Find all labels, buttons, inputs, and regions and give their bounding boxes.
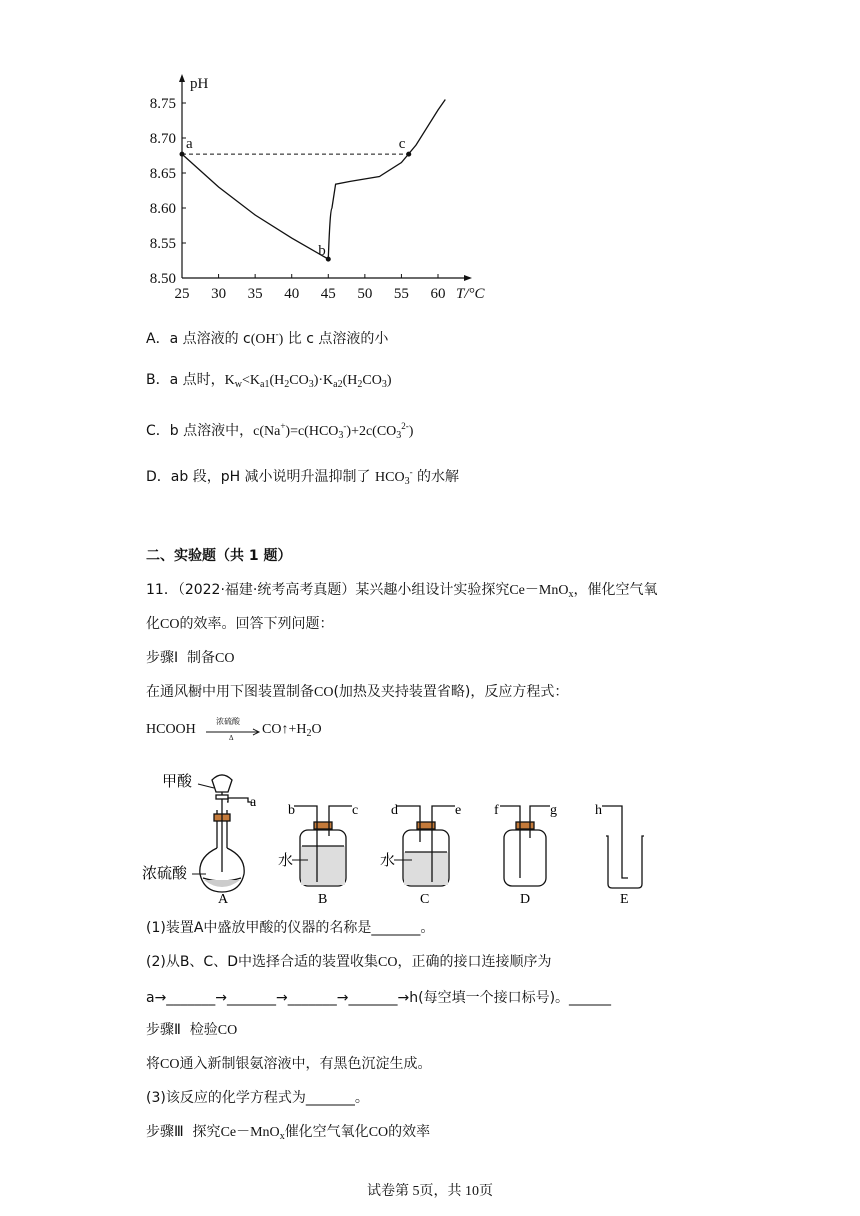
x-axis-arrow [464, 275, 472, 281]
y-tick-label: 8.70 [149, 131, 176, 147]
point-b [326, 257, 331, 262]
y-axis-arrow [179, 74, 185, 82]
y-tick-label: 8.65 [149, 166, 176, 182]
y-axis-label: pH [190, 76, 209, 92]
x-tick-label: 50 [357, 286, 373, 302]
x-tick-label: 30 [211, 286, 227, 302]
port-h: h [595, 803, 602, 818]
x-tick-label: 45 [320, 286, 336, 302]
point-label-b: b [318, 243, 326, 260]
apparatus-svg [140, 762, 660, 908]
port-e: e [455, 803, 462, 818]
label-d: D [520, 892, 531, 907]
label-e: E [620, 892, 629, 907]
apparatus-c [397, 806, 455, 886]
point-label-c: c [398, 136, 406, 153]
option-c: C．b 点溶液中，$c(Na^+)=c(HCO_3^-)+2c(CO_3^{2-})$ [146, 421, 414, 441]
point-a [180, 152, 185, 157]
question-3: (3)该反应的化学方程式为_______。 [146, 1090, 369, 1106]
y-tick-label: 8.50 [149, 271, 176, 287]
port-g: g [550, 803, 557, 818]
port-f: f [494, 803, 499, 818]
label-water-b: 水 [278, 853, 294, 869]
reaction-equation [146, 716, 446, 746]
x-tick-label: 40 [284, 286, 300, 302]
step-1-title: 步骤Ⅰ 制备CO [146, 650, 235, 666]
label-water-c: 水 [380, 853, 396, 869]
point-label-a: a [186, 136, 193, 153]
ph-curve [182, 100, 445, 260]
label-conc-sulfuric-acid: 浓硫酸 [142, 866, 188, 882]
ph-temperature-chart [130, 70, 510, 310]
equation-condition-bottom: Δ [229, 734, 234, 742]
x-tick-label: 35 [247, 286, 263, 302]
x-tick-label: 60 [430, 286, 446, 302]
apparatus-e [602, 806, 644, 888]
label-formic-acid: 甲酸 [162, 774, 193, 790]
step-3-title: 步骤Ⅲ 探究Ce－MnO$_x$催化空气氧化CO的效率 [146, 1124, 431, 1142]
port-b: b [288, 803, 295, 818]
step-1-desc: 在通风橱中用下图装置制备CO(加热及夹持装置省略)，反应方程式： [146, 684, 569, 700]
y-tick-label: 8.55 [149, 236, 176, 252]
apparatus-diagram [140, 762, 660, 908]
chart-svg [130, 70, 510, 310]
page-footer: 试卷第 5页，共 10页 [367, 1184, 493, 1199]
equation-reactant: HCOOH [146, 722, 196, 737]
option-a: A．a 点溶液的 c(OH-) 比 c 点溶液的小 [146, 329, 389, 347]
apparatus-b [294, 806, 352, 886]
section-title: 二、实验题（共 1 题） [146, 548, 292, 564]
label-a: A [218, 892, 229, 907]
port-d: d [391, 803, 398, 818]
question-1: (1)装置A中盛放甲酸的仪器的名称是_______。 [146, 920, 435, 936]
apparatus-d [500, 806, 550, 886]
step-2-title: 步骤Ⅱ 检验CO [146, 1022, 238, 1038]
y-tick-label: 8.60 [149, 201, 176, 217]
x-axis-label: T/°C [456, 286, 485, 302]
y-tick-label: 8.75 [149, 96, 176, 112]
step-2-desc: 将CO通入新制银氨溶液中，有黑色沉淀生成。 [146, 1056, 432, 1072]
option-d: D．ab 段，pH 减小说明升温抑制了 $HCO_3^-$ 的水解 [146, 467, 460, 487]
question-11-line1: 11．（2022·福建·统考高考真题）某兴趣小组设计实验探究Ce－MnO$_x$，催化空气氧 [146, 582, 658, 600]
port-c: c [352, 803, 359, 818]
apparatus-a [200, 775, 252, 892]
equation-condition-top: 浓硫酸 [216, 717, 240, 726]
point-c [406, 152, 411, 157]
question-2-answer-line: a→_______→_______→_______→_______→h(每空填一个接口标号)。______ [146, 990, 612, 1006]
question-2: (2)从B、C、D中选择合适的装置收集CO，正确的接口连接顺序为 [146, 954, 552, 970]
equation-arrow [206, 728, 262, 736]
question-11-line2: 化CO的效率。回答下列问题： [146, 616, 334, 632]
x-tick-label: 55 [393, 286, 409, 302]
x-tick-label: 25 [174, 286, 190, 302]
label-c: C [420, 892, 430, 907]
label-b: B [318, 892, 328, 907]
option-b: B．a 点时，$K_w<K_{a1}(H_2CO_3)\cdot K_{a2}(H_2CO_3)$ [146, 372, 392, 390]
port-a: a [250, 795, 257, 810]
equation-product: $CO↑+H_2O$ [262, 722, 322, 739]
